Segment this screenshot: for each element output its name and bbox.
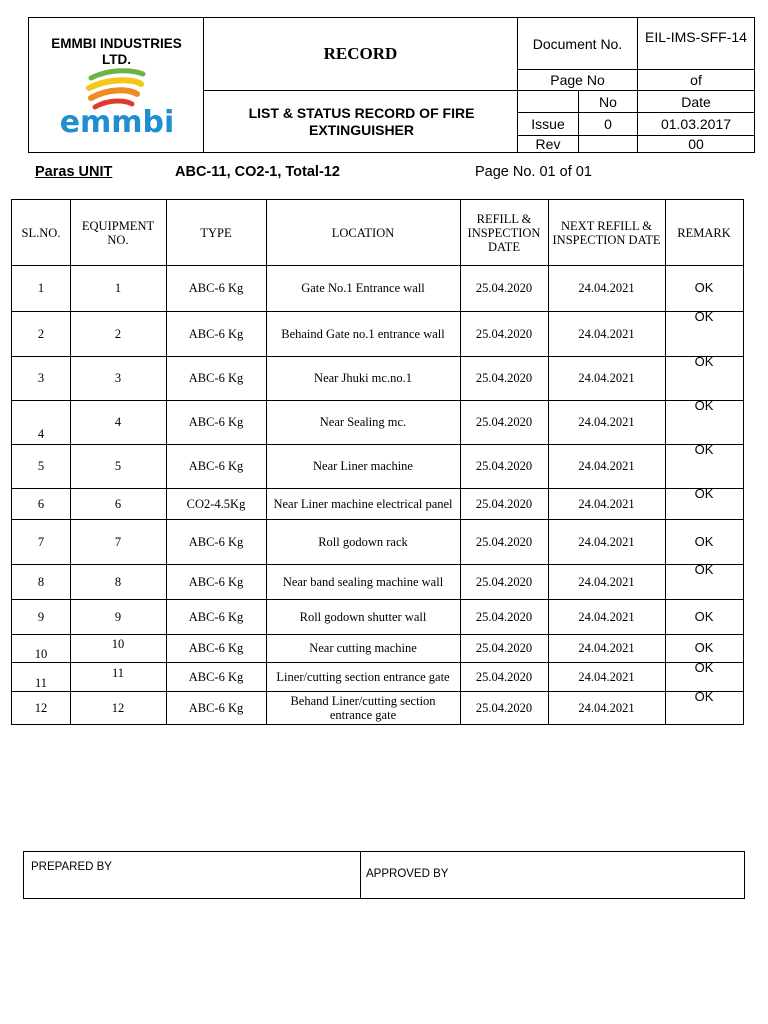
subject-title: LIST & STATUS RECORD OF FIRE EXTINGUISHER — [248, 104, 475, 138]
row-location: Roll godown rack — [318, 534, 408, 549]
row-remark: OK — [694, 660, 714, 675]
logo-wordmark: emmbi — [59, 105, 175, 138]
row-equipment-no: 4 — [114, 415, 122, 429]
row-refill-date: 25.04.2020 — [475, 371, 533, 385]
row-equipment-no: 12 — [111, 700, 125, 715]
row-type: ABC-6 Kg — [188, 371, 244, 385]
row-remark: OK — [694, 442, 714, 457]
record-title: RECORD — [323, 44, 398, 63]
row-type: ABC-6 Kg — [188, 700, 244, 715]
col-header-refill-date: REFILL & INSPECTION DATE — [467, 211, 541, 254]
row-refill-date: 25.04.2020 — [475, 415, 533, 429]
row-refill-date: 25.04.2020 — [475, 281, 533, 295]
page-no-label: Page No — [550, 72, 605, 88]
row-equipment-no: 6 — [114, 496, 122, 511]
row-remark: OK — [694, 398, 714, 413]
row-refill-date: 25.04.2020 — [475, 700, 533, 715]
company-name: EMMBI INDUSTRIES LTD. — [51, 36, 182, 67]
row-equipment-no: 10 — [111, 637, 125, 651]
row-sl-no: 1 — [37, 281, 45, 295]
row-sl-no: 8 — [37, 574, 45, 589]
row-sl-no: 7 — [37, 534, 45, 549]
row-sl-no: 3 — [37, 371, 45, 385]
row-sl-no: 11 — [34, 675, 48, 690]
document-no-value: EIL-IMS-SFF-14 — [645, 29, 747, 45]
page-no-value: of — [690, 72, 702, 88]
col-header-equipment: EQUIPMENT NO. — [81, 218, 155, 247]
row-location: Behand Liner/cutting section entrance gate — [290, 693, 436, 722]
row-refill-date: 25.04.2020 — [475, 641, 533, 655]
row-next-refill-date: 24.04.2021 — [578, 669, 635, 684]
row-remark: OK — [694, 609, 714, 624]
row-next-refill-date: 24.04.2021 — [578, 326, 635, 341]
row-type: CO2-4.5Kg — [186, 496, 246, 511]
company-logo — [33, 66, 201, 138]
row-remark: OK — [694, 280, 714, 295]
row-type: ABC-6 Kg — [188, 669, 244, 684]
row-refill-date: 25.04.2020 — [475, 669, 533, 684]
row-equipment-no: 2 — [114, 326, 122, 341]
rev-label: Rev — [535, 136, 561, 152]
rev-value: 00 — [688, 136, 704, 152]
document-no-label: Document No. — [532, 35, 623, 52]
row-location: Near cutting machine — [309, 641, 417, 655]
row-remark: OK — [694, 534, 714, 549]
row-location: Near Liner machine electrical panel — [273, 496, 453, 511]
col-header-remark: REMARK — [677, 225, 731, 240]
row-refill-date: 25.04.2020 — [475, 609, 533, 624]
issue-date: 01.03.2017 — [660, 116, 732, 132]
row-location: Gate No.1 Entrance wall — [301, 281, 425, 295]
row-next-refill-date: 24.04.2021 — [578, 534, 635, 549]
row-remark: OK — [694, 309, 714, 324]
row-sl-no: 2 — [37, 326, 45, 341]
row-equipment-no: 5 — [114, 459, 122, 473]
equipment-summary: ABC-11, CO2-1, Total-12 — [175, 164, 340, 180]
row-type: ABC-6 Kg — [188, 574, 244, 589]
row-sl-no: 10 — [34, 647, 48, 661]
unit-name: Paras UNIT — [35, 164, 113, 180]
row-type: ABC-6 Kg — [188, 609, 244, 624]
no-label: No — [599, 93, 617, 110]
row-next-refill-date: 24.04.2021 — [578, 700, 635, 715]
row-next-refill-date: 24.04.2021 — [578, 574, 635, 589]
row-sl-no: 9 — [37, 609, 45, 624]
row-next-refill-date: 24.04.2021 — [578, 371, 635, 385]
document-header — [28, 17, 755, 153]
row-next-refill-date: 24.04.2021 — [578, 496, 635, 511]
issue-no: 0 — [604, 116, 612, 132]
row-next-refill-date: 24.04.2021 — [578, 609, 635, 624]
col-header-type: TYPE — [200, 225, 232, 240]
row-sl-no: 6 — [37, 496, 45, 511]
approved-by-label: APPROVED BY — [366, 868, 449, 880]
date-label: Date — [681, 93, 711, 110]
row-location: Liner/cutting section entrance gate — [276, 669, 450, 684]
row-refill-date: 25.04.2020 — [475, 534, 533, 549]
row-equipment-no: 8 — [114, 574, 122, 589]
col-header-location: LOCATION — [331, 225, 395, 240]
row-equipment-no: 3 — [114, 371, 122, 385]
issue-label: Issue — [531, 116, 565, 132]
row-location: Near Liner machine — [313, 459, 413, 473]
row-equipment-no: 11 — [111, 665, 125, 680]
row-type: ABC-6 Kg — [188, 459, 244, 473]
row-type: ABC-6 Kg — [188, 281, 244, 295]
row-next-refill-date: 24.04.2021 — [578, 281, 635, 295]
row-refill-date: 25.04.2020 — [475, 459, 533, 473]
row-remark: OK — [694, 562, 714, 577]
row-remark: OK — [694, 486, 714, 501]
row-location: Near Jhuki mc.no.1 — [314, 371, 412, 385]
signature-block — [23, 851, 745, 899]
row-location: Roll godown shutter wall — [299, 609, 427, 624]
row-refill-date: 25.04.2020 — [475, 574, 533, 589]
row-equipment-no: 7 — [114, 534, 122, 549]
col-header-sl: SL.NO. — [21, 225, 61, 240]
prepared-by-label: PREPARED BY — [31, 861, 112, 873]
row-refill-date: 25.04.2020 — [475, 496, 533, 511]
row-refill-date: 25.04.2020 — [475, 326, 533, 341]
row-type: ABC-6 Kg — [188, 534, 244, 549]
row-type: ABC-6 Kg — [188, 641, 244, 655]
row-next-refill-date: 24.04.2021 — [578, 415, 635, 429]
row-equipment-no: 1 — [114, 281, 122, 295]
row-sl-no: 5 — [37, 459, 45, 473]
page-indicator: Page No. 01 of 01 — [475, 164, 592, 180]
row-location: Near band sealing machine wall — [282, 574, 444, 589]
row-location: Near Sealing mc. — [319, 415, 407, 429]
row-location: Behaind Gate no.1 entrance wall — [281, 326, 445, 341]
row-equipment-no: 9 — [114, 609, 122, 624]
row-next-refill-date: 24.04.2021 — [578, 459, 635, 473]
row-remark: OK — [694, 640, 714, 655]
row-next-refill-date: 24.04.2021 — [578, 641, 635, 655]
row-sl-no: 12 — [34, 700, 48, 715]
row-type: ABC-6 Kg — [188, 326, 244, 341]
row-sl-no: 4 — [37, 427, 45, 441]
row-remark: OK — [694, 689, 714, 704]
row-type: ABC-6 Kg — [188, 415, 244, 429]
extinguisher-table — [11, 199, 744, 725]
col-header-next-refill-date: NEXT REFILL & INSPECTION DATE — [552, 218, 661, 247]
row-remark: OK — [694, 354, 714, 369]
